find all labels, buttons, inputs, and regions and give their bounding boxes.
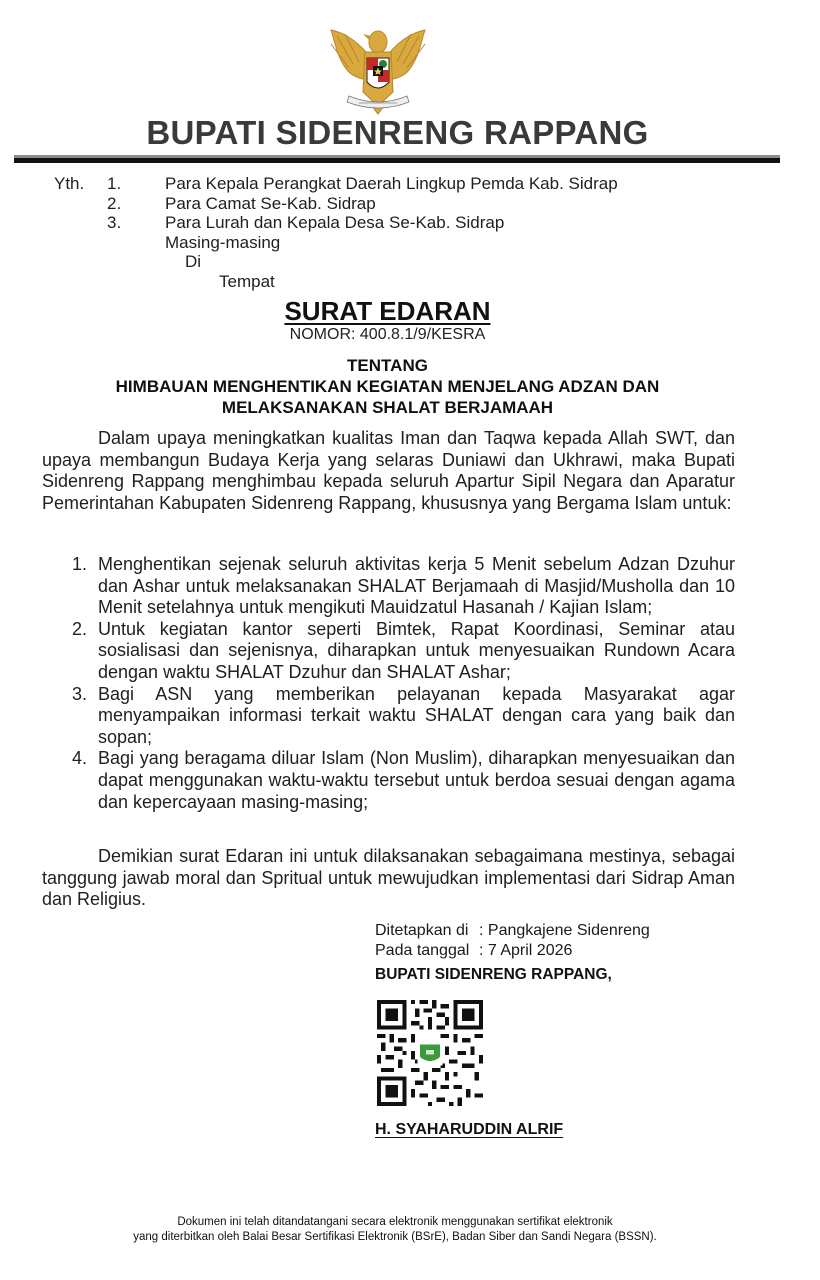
garuda-emblem-icon bbox=[323, 22, 433, 118]
date-label: Pada tanggal bbox=[375, 942, 470, 959]
qr-code-icon bbox=[377, 1000, 483, 1106]
subject-line-2: MELAKSANAKAN SHALAT BERJAMAAH bbox=[221, 398, 554, 417]
signer-name: H. SYAHARUDDIN ALRIF bbox=[375, 1121, 564, 1138]
letter-type-heading: SURAT EDARAN bbox=[284, 296, 491, 326]
letter-number: NOMOR: 400.8.1/9/KESRA bbox=[289, 326, 486, 343]
intro-paragraph: Dalam upaya meningkatkan kualitas Iman dan Taqwa kepada Allah SWT, dan upaya membangun Budaya Kerja yang selaras Duniawi dan Ukhrawi, maka Bupati Sidenreng Rappang menghimbau kepada seluruh Apartur Sipil Negara dan Aparatur Pemerintahan Kabupaten Sidenreng Rappang, khususnya yang Bergama Islam untuk: bbox=[42, 428, 735, 513]
tempat-text: Tempat bbox=[219, 271, 275, 291]
list-item-number: 4. bbox=[72, 748, 88, 769]
recipient-text: Para Kepala Perangkat Daerah Lingkup Pemda Kab. Sidrap bbox=[165, 174, 618, 193]
list-item bbox=[72, 684, 735, 749]
date-value: : 7 April 2026 bbox=[479, 942, 573, 959]
list-item-number: 3. bbox=[72, 683, 88, 704]
subject-line-1: HIMBAUAN MENGHENTIKAN KEGIATAN MENJELANG ADZAN DAN bbox=[115, 377, 660, 396]
list-item-number: 2. bbox=[72, 618, 88, 639]
addressee-label: Yth. bbox=[54, 174, 85, 193]
recipient-number: 2. bbox=[107, 193, 122, 213]
letter-subject bbox=[0, 376, 775, 418]
list-item-text: Untuk kegiatan kantor seperti Bimtek, Rapat Koordinasi, Seminar atau sosialisasi dan sejenisnya, diharapkan untuk menyesuaikan Rundown Acara dengan waktu SHALAT Dzuhur dan SHALAT Ashar; bbox=[98, 618, 735, 682]
footer-line-2: yang diterbitkan oleh Balai Besar Sertifikasi Elektronik (BSrE), Badan Siber dan Sandi Negara (BSSN). bbox=[133, 1231, 657, 1243]
place-label: Ditetapkan di bbox=[375, 922, 469, 939]
tentang-label: TENTANG bbox=[347, 356, 428, 375]
recipient-text: Para Camat Se-Kab. Sidrap bbox=[165, 193, 376, 213]
letterhead-rule-thick bbox=[14, 158, 780, 163]
letterhead-title: BUPATI SIDENRENG RAPPANG bbox=[146, 114, 649, 151]
recipient-number: 1. bbox=[107, 174, 122, 193]
instruction-list bbox=[72, 554, 735, 813]
signer-position: BUPATI SIDENRENG RAPPANG, bbox=[375, 966, 612, 983]
list-item bbox=[72, 748, 735, 813]
list-item-text: Bagi ASN yang memberikan pelayanan kepada Masyarakat agar menyampaikan informasi terkait waktu SHALAT dengan cara yang baik dan sopan; bbox=[98, 683, 735, 747]
recipient-text: Para Lurah dan Kepala Desa Se-Kab. Sidrap bbox=[165, 213, 505, 232]
addressee-block bbox=[0, 174, 820, 294]
date-row bbox=[375, 941, 650, 961]
list-item-number: 1. bbox=[72, 554, 88, 574]
place-row bbox=[375, 921, 650, 941]
recipient-number: 3. bbox=[107, 213, 122, 232]
footer-line-1: Dokumen ini telah ditandatangani secara elektronik menggunakan sertifikat elektronik bbox=[177, 1216, 613, 1228]
list-item-text: Bagi yang beragama diluar Islam (Non Muslim), diharapkan menyesuaikan dan dapat menggunakan waktu-waktu tersebut untuk berdoa sesuai dengan agama dan kepercayaan masing-masing; bbox=[98, 748, 735, 812]
place-value: : Pangkajene Sidenreng bbox=[479, 922, 650, 939]
esign-footer bbox=[0, 1215, 790, 1245]
masing-masing-text: Masing-masing bbox=[165, 232, 281, 252]
signature-details bbox=[375, 921, 650, 961]
list-item-text: Menghentikan sejenak seluruh aktivitas kerja 5 Menit sebelum Adzan Dzuhur dan Ashar untuk melaksanakan SHALAT Berjamaah di Masjid/Musholla dan 10 Menit setelahnya untuk mengikuti Mauidzatul Hasanah / Kajian Islam; bbox=[98, 554, 735, 618]
di-text: Di bbox=[185, 252, 202, 271]
closing-paragraph: Demikian surat Edaran ini untuk dilaksanakan sebagaimana mestinya, sebagai tanggung jawab moral dan Spritual untuk mewujudkan implementasi dari Sidrap Aman dan Religius. bbox=[42, 846, 735, 910]
list-item bbox=[72, 554, 735, 619]
list-item bbox=[72, 619, 735, 684]
